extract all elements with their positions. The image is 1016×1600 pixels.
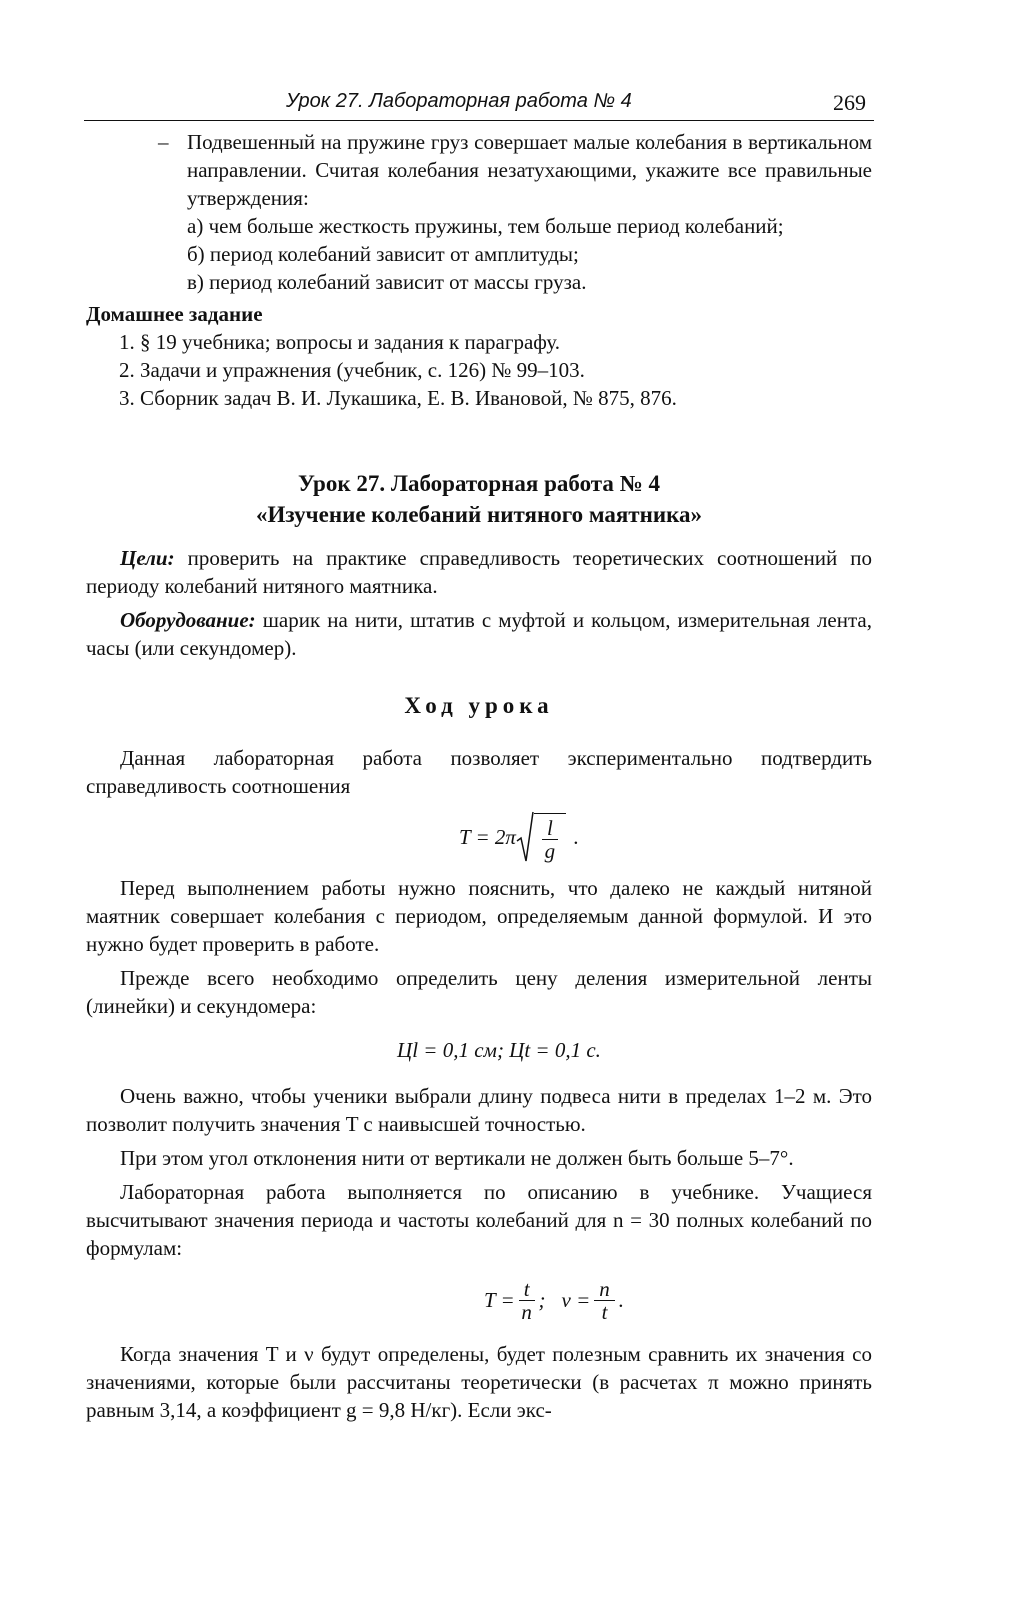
fraction-denominator: g — [544, 838, 556, 863]
sqrt-radicand — [534, 813, 566, 862]
formula-period-frequency — [236, 1270, 872, 1330]
equipment-paragraph — [86, 606, 872, 662]
fraction-t-denominator: n — [521, 1299, 532, 1324]
paragraph-1: Данная лабораторная работа позволяет экспериментально подтвердить справедливость соотношения — [86, 746, 872, 798]
homework-item-2: 2. Задачи и упражнения (учебник, с. 126) № 99–103. — [119, 358, 585, 382]
question-item — [158, 128, 872, 212]
homework-item-1: 1. § 19 учебника; вопросы и задания к параграфу. — [119, 330, 561, 354]
equipment-label: Оборудование: — [120, 608, 256, 632]
homework-heading: Домашнее задание — [86, 302, 263, 326]
paragraph-3: Прежде всего необходимо определить цену деления измерительной ленты (линейки) и секундомера: — [86, 966, 872, 1018]
formula-separator: ; — [538, 1288, 546, 1312]
sqrt-sign — [516, 811, 566, 863]
formula-division-value: Цl = 0,1 см; Цt = 0,1 с. — [397, 1038, 601, 1062]
equipment-text: шарик на нити, штатив с муфтой и кольцом, измерительная лента, часы (или секундомер). — [86, 608, 872, 660]
goals-paragraph — [86, 544, 872, 600]
fraction-l-over-g — [542, 817, 558, 862]
homework-item-3: 3. Сборник задач В. И. Лукашика, Е. В. Ивановой, № 875, 876. — [119, 386, 677, 410]
fraction-numerator: l — [542, 817, 558, 840]
paragraph-5: При этом угол отклонения нити от вертикали не должен быть больше 5–7°. — [120, 1146, 794, 1170]
running-header — [84, 90, 874, 126]
running-title: Урок 27. Лабораторная работа № 4 — [286, 90, 632, 112]
paragraph-6: Лабораторная работа выполняется по описанию в учебнике. Учащиеся высчитывают значения периода и частоты колебаний для n = 30 полных колебаний по формулам: — [86, 1180, 872, 1260]
formula-t-lhs: T = — [483, 1288, 515, 1312]
paragraph-2: Перед выполнением работы нужно пояснить, что далеко не каждый нитяной маятник совершает колебания с периодом, определяемым данной формулой. И это нужно будет проверить в работе. — [86, 876, 872, 956]
option-b: б) период колебаний зависит от амплитуды; — [187, 242, 579, 266]
question-dash: – — [158, 130, 169, 154]
lesson-title — [86, 468, 872, 530]
course-heading: Ход урока — [404, 693, 554, 718]
paragraph-7: Когда значения T и ν будут определены, будет полезным сравнить их значения со значениями, которые были рассчитаны теоретически (в расчетах π можно принять равным 3,14, а коэффициент g = 9,8 Н/кг). Если экс- — [86, 1342, 872, 1422]
header-rule — [84, 120, 874, 121]
lesson-title-line-2: «Изучение колебаний нитяного маятника» — [255, 502, 703, 527]
option-c: в) период колебаний зависит от массы груза. — [187, 270, 587, 294]
fraction-t-over-n — [519, 1278, 535, 1323]
fraction-t-numerator: t — [519, 1278, 535, 1301]
lesson-title-line-1: Урок 27. Лабораторная работа № 4 — [298, 471, 660, 496]
formula-v-lhs: ν = — [561, 1288, 591, 1312]
formula-period — [166, 806, 872, 868]
formula-period-lhs: T = 2π — [458, 825, 516, 849]
goals-label: Цели: — [120, 546, 175, 570]
formula-frequency-end: . — [618, 1288, 625, 1312]
page-number: 269 — [833, 90, 866, 115]
paragraph-4: Очень важно, чтобы ученики выбрали длину подвеса нити в пределах 1–2 м. Это позволит получить значения T с наивысшей точностью. — [86, 1084, 872, 1136]
fraction-n-over-t — [594, 1278, 615, 1323]
formula-period-end: . — [573, 825, 580, 849]
page-body — [86, 128, 872, 1424]
fraction-v-denominator: t — [601, 1299, 608, 1324]
fraction-v-numerator: n — [594, 1278, 615, 1301]
option-a: а) чем больше жесткость пружины, тем больше период колебаний; — [187, 214, 784, 238]
question-stem: Подвешенный на пружине груз совершает малые колебания в вертикальном направлении. Считая колебания незатухающими, укажите все правильные утверждения: — [187, 130, 872, 210]
goals-text: проверить на практике справедливость теоретических соотношений по периоду колебаний нитяного маятника. — [86, 546, 872, 598]
